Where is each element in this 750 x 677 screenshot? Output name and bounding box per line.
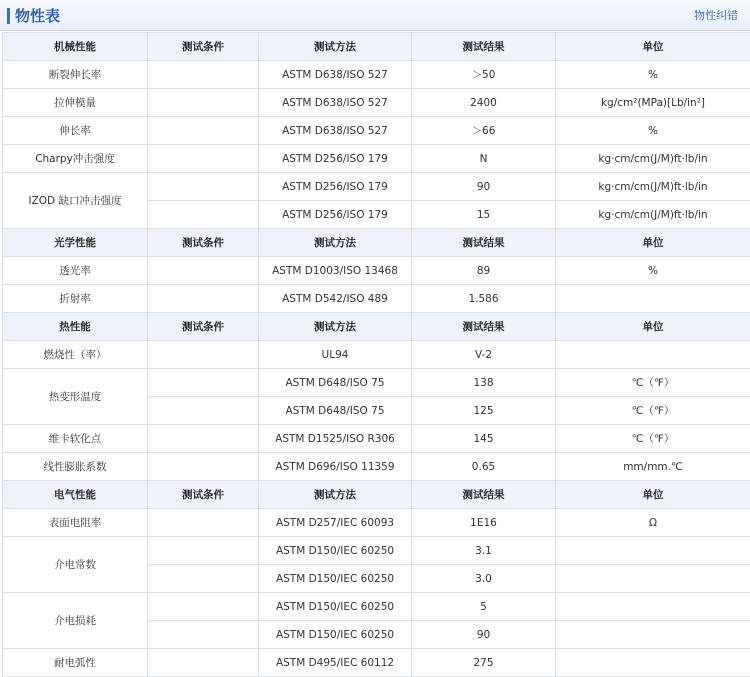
test-method: UL94 <box>259 341 412 369</box>
test-method: ASTM D1525/ISO R306 <box>259 425 412 453</box>
column-header: 单位 <box>556 33 750 61</box>
table-row <box>3 61 750 89</box>
column-header: 测试方法 <box>259 481 412 509</box>
header-accent-bar <box>7 8 10 24</box>
test-method: ASTM D256/ISO 179 <box>259 173 412 201</box>
test-method: ASTM D256/ISO 179 <box>259 145 412 173</box>
column-header: 测试结果 <box>412 481 556 509</box>
unit: kg·cm/cm(J/M)ft·lb/in <box>556 173 750 201</box>
property-name: 维卡软化点 <box>3 425 148 453</box>
column-header: 测试结果 <box>412 33 556 61</box>
test-method: ASTM D1003/ISO 13468 <box>259 257 412 285</box>
unit: % <box>556 117 750 145</box>
column-header: 测试方法 <box>259 229 412 257</box>
test-condition <box>148 537 259 565</box>
section-name: 电气性能 <box>3 481 148 509</box>
test-result: 138 <box>412 369 556 397</box>
column-header: 测试方法 <box>259 313 412 341</box>
test-result: 1E16 <box>412 509 556 537</box>
test-method: ASTM D256/ISO 179 <box>259 201 412 229</box>
unit <box>556 593 750 621</box>
column-header: 测试条件 <box>148 33 259 61</box>
test-condition <box>148 425 259 453</box>
table-row <box>3 649 750 677</box>
table-row <box>3 509 750 537</box>
table-row <box>3 285 750 313</box>
column-header: 测试条件 <box>148 481 259 509</box>
table-row <box>3 341 750 369</box>
section-header-row <box>3 229 750 257</box>
test-condition <box>148 117 259 145</box>
unit: ℃（℉） <box>556 369 750 397</box>
test-method: ASTM D150/IEC 60250 <box>259 565 412 593</box>
column-header: 单位 <box>556 313 750 341</box>
test-result: ＞66 <box>412 117 556 145</box>
table-row <box>3 173 750 201</box>
unit: Ω <box>556 509 750 537</box>
test-result: V-2 <box>412 341 556 369</box>
section-name: 热性能 <box>3 313 148 341</box>
unit <box>556 285 750 313</box>
page-header <box>0 0 750 31</box>
test-method: ASTM D257/IEC 60093 <box>259 509 412 537</box>
test-result: 90 <box>412 173 556 201</box>
column-header: 测试方法 <box>259 33 412 61</box>
table-row <box>3 117 750 145</box>
property-name: IZOD 缺口冲击强度 <box>3 173 148 229</box>
test-result: N <box>412 145 556 173</box>
test-result: 2400 <box>412 89 556 117</box>
unit: ℃（℉） <box>556 397 750 425</box>
column-header: 单位 <box>556 229 750 257</box>
test-condition <box>148 621 259 649</box>
property-name: 伸长率 <box>3 117 148 145</box>
table-row <box>3 425 750 453</box>
test-condition <box>148 565 259 593</box>
column-header: 测试结果 <box>412 313 556 341</box>
property-name: 透光率 <box>3 257 148 285</box>
test-condition <box>148 257 259 285</box>
page-title: 物性表 <box>15 5 60 26</box>
test-method: ASTM D495/IEC 60112 <box>259 649 412 677</box>
column-header: 测试条件 <box>148 229 259 257</box>
table-row <box>3 453 750 481</box>
test-method: ASTM D150/IEC 60250 <box>259 593 412 621</box>
test-method: ASTM D648/ISO 75 <box>259 397 412 425</box>
test-result: 89 <box>412 257 556 285</box>
test-condition <box>148 593 259 621</box>
test-condition <box>148 453 259 481</box>
test-result: 5 <box>412 593 556 621</box>
test-condition <box>148 61 259 89</box>
test-method: ASTM D638/ISO 527 <box>259 89 412 117</box>
unit <box>556 565 750 593</box>
property-name: 表面电阻率 <box>3 509 148 537</box>
test-condition <box>148 369 259 397</box>
property-name: 线性膨胀系数 <box>3 453 148 481</box>
unit: ℃（℉） <box>556 425 750 453</box>
report-error-link[interactable]: 物性纠错 <box>694 7 738 23</box>
unit: % <box>556 257 750 285</box>
property-name: 燃烧性（率） <box>3 341 148 369</box>
test-condition <box>148 649 259 677</box>
property-name: 热变形温度 <box>3 369 148 425</box>
unit: kg·cm/cm(J/M)ft·lb/in <box>556 201 750 229</box>
test-condition <box>148 89 259 117</box>
test-condition <box>148 201 259 229</box>
property-name: 拉伸模量 <box>3 89 148 117</box>
table-row <box>3 257 750 285</box>
unit <box>556 341 750 369</box>
test-method: ASTM D150/IEC 60250 <box>259 537 412 565</box>
table-row <box>3 89 750 117</box>
test-result: 1.586 <box>412 285 556 313</box>
unit: mm/mm.℃ <box>556 453 750 481</box>
test-method: ASTM D696/ISO 11359 <box>259 453 412 481</box>
section-header-row <box>3 313 750 341</box>
test-result: 145 <box>412 425 556 453</box>
test-result: ＞50 <box>412 61 556 89</box>
test-condition <box>148 173 259 201</box>
test-result: 275 <box>412 649 556 677</box>
unit <box>556 649 750 677</box>
unit: kg/cm²(MPa)[Lb/in²] <box>556 89 750 117</box>
property-name: 折射率 <box>3 285 148 313</box>
test-condition <box>148 145 259 173</box>
unit: kg·cm/cm(J/M)ft·lb/in <box>556 145 750 173</box>
test-result: 125 <box>412 397 556 425</box>
test-method: ASTM D638/ISO 527 <box>259 117 412 145</box>
section-header-row <box>3 481 750 509</box>
table-row <box>3 537 750 565</box>
table-row <box>3 593 750 621</box>
test-condition <box>148 397 259 425</box>
property-name: Charpy冲击强度 <box>3 145 148 173</box>
column-header: 单位 <box>556 481 750 509</box>
table-row <box>3 369 750 397</box>
section-header-row <box>3 33 750 61</box>
properties-table <box>2 32 750 677</box>
table-row <box>3 145 750 173</box>
test-result: 15 <box>412 201 556 229</box>
test-method: ASTM D150/IEC 60250 <box>259 621 412 649</box>
property-name: 耐电弧性 <box>3 649 148 677</box>
test-condition <box>148 509 259 537</box>
column-header: 测试条件 <box>148 313 259 341</box>
section-name: 机械性能 <box>3 33 148 61</box>
test-method: ASTM D542/ISO 489 <box>259 285 412 313</box>
property-name: 断裂伸长率 <box>3 61 148 89</box>
test-condition <box>148 341 259 369</box>
test-method: ASTM D648/ISO 75 <box>259 369 412 397</box>
test-result: 3.0 <box>412 565 556 593</box>
property-name: 介电常数 <box>3 537 148 593</box>
column-header: 测试结果 <box>412 229 556 257</box>
property-name: 介电损耗 <box>3 593 148 649</box>
unit <box>556 621 750 649</box>
test-result: 3.1 <box>412 537 556 565</box>
unit: % <box>556 61 750 89</box>
test-result: 0.65 <box>412 453 556 481</box>
test-result: 90 <box>412 621 556 649</box>
test-condition <box>148 285 259 313</box>
test-method: ASTM D638/ISO 527 <box>259 61 412 89</box>
section-name: 光学性能 <box>3 229 148 257</box>
unit <box>556 537 750 565</box>
